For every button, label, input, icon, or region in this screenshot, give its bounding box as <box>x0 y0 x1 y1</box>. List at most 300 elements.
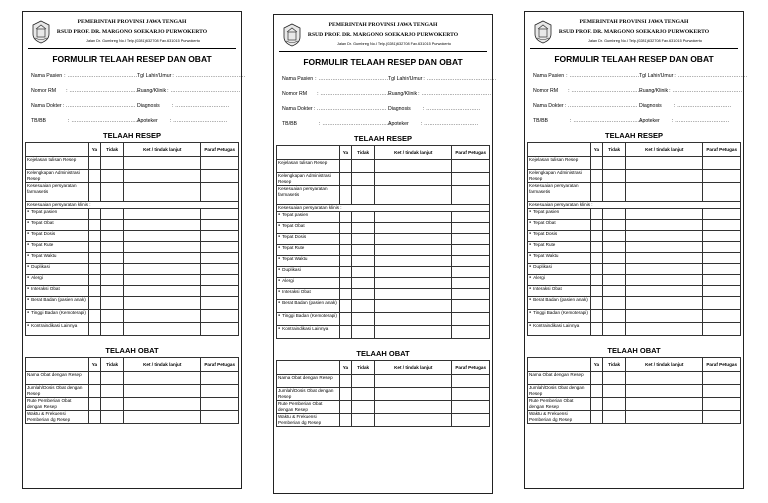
tidak-cell[interactable] <box>101 209 124 220</box>
ya-cell[interactable] <box>590 264 603 275</box>
paraf-cell[interactable] <box>201 411 239 424</box>
ruang-field[interactable]: ........................................ <box>421 90 492 97</box>
nomor-rm-field[interactable]: ........................................ <box>571 87 642 94</box>
ket-cell[interactable] <box>375 212 452 223</box>
separator: : <box>167 87 169 94</box>
ket-cell[interactable] <box>375 223 452 234</box>
table-header-row <box>277 361 490 375</box>
klinis-label-row <box>277 205 490 212</box>
tidak-cell[interactable] <box>603 253 626 264</box>
paraf-cell[interactable] <box>201 183 239 202</box>
ya-cell[interactable] <box>590 253 603 264</box>
paraf-cell[interactable] <box>201 275 239 286</box>
paraf-cell[interactable] <box>703 398 741 411</box>
nomor-rm-field[interactable]: ........................................ <box>320 90 391 97</box>
tidak-cell[interactable] <box>352 414 375 427</box>
ket-cell[interactable] <box>626 275 703 286</box>
tgl-lahir-field[interactable]: ........................................ <box>175 72 246 79</box>
ya-cell[interactable] <box>339 223 352 234</box>
row-label: Kesesuaian persyaratan farmasetis <box>26 183 89 202</box>
diagnosis-field[interactable]: ............................... <box>677 102 732 109</box>
paraf-cell[interactable] <box>703 220 741 231</box>
ket-cell[interactable] <box>375 234 452 245</box>
table-row <box>528 209 741 220</box>
ruang-field[interactable]: ........................................ <box>170 87 241 94</box>
paraf-cell[interactable] <box>703 231 741 242</box>
tinggi-badan-label: ● Tinggi Badan (Kemoterapi) <box>277 313 340 326</box>
ya-cell[interactable] <box>590 398 603 411</box>
col-header-ya: Ya <box>88 358 101 372</box>
col-header-tidak: Tidak <box>352 361 375 375</box>
ket-cell[interactable] <box>375 160 452 173</box>
ya-cell[interactable] <box>590 170 603 183</box>
table-header-row <box>528 358 741 372</box>
ket-cell[interactable] <box>626 220 703 231</box>
ket-cell[interactable] <box>124 157 201 170</box>
paraf-cell[interactable] <box>201 398 239 411</box>
table-row <box>277 278 490 289</box>
ket-cell[interactable] <box>626 411 703 424</box>
tidak-cell[interactable] <box>101 170 124 183</box>
paraf-cell[interactable] <box>201 264 239 275</box>
paraf-cell[interactable] <box>703 183 741 202</box>
tidak-cell[interactable] <box>101 220 124 231</box>
ket-cell[interactable] <box>124 183 201 202</box>
hospital-address: Jalan Dr. Gumbreg No.I Telp.(0281)632708 Fax.631015 Purwokerto <box>588 39 702 43</box>
ya-cell[interactable] <box>590 157 603 170</box>
paraf-cell[interactable] <box>452 256 490 267</box>
ket-cell[interactable] <box>124 220 201 231</box>
nomor-rm-field[interactable]: ........................................ <box>69 87 140 94</box>
tidak-cell[interactable] <box>352 388 375 401</box>
ket-cell[interactable] <box>626 372 703 385</box>
table-row <box>26 385 239 398</box>
paraf-cell[interactable] <box>201 310 239 323</box>
paraf-cell[interactable] <box>452 245 490 256</box>
ket-cell[interactable] <box>124 297 201 310</box>
paraf-cell[interactable] <box>201 209 239 220</box>
ket-cell[interactable] <box>124 275 201 286</box>
tidak-cell[interactable] <box>101 411 124 424</box>
ket-cell[interactable] <box>626 264 703 275</box>
tidak-cell[interactable] <box>101 398 124 411</box>
form-sheet-1 <box>22 11 246 489</box>
col-header-tidak: Tidak <box>603 358 626 372</box>
col-header-tidak: Tidak <box>101 143 124 157</box>
apoteker-field[interactable]: ............................... <box>424 120 479 127</box>
ya-cell[interactable] <box>590 286 603 297</box>
separator: : <box>422 105 425 112</box>
ya-cell[interactable] <box>88 231 101 242</box>
ya-cell[interactable] <box>590 183 603 202</box>
tb-bb-label: TB/BB <box>533 117 548 124</box>
paraf-cell[interactable] <box>703 310 741 323</box>
ya-cell[interactable] <box>339 245 352 256</box>
paraf-cell[interactable] <box>452 401 490 414</box>
table-row <box>277 256 490 267</box>
telaah-obat-table <box>276 360 490 427</box>
ya-cell[interactable] <box>88 264 101 275</box>
paraf-cell[interactable] <box>201 157 239 170</box>
ket-cell[interactable] <box>375 256 452 267</box>
ket-cell[interactable] <box>124 242 201 253</box>
nama-pasien-field[interactable]: ........................................ <box>67 72 138 79</box>
ket-cell[interactable] <box>124 310 201 323</box>
ya-cell[interactable] <box>590 310 603 323</box>
row-label: Rute Pemberian Obat dengan Resep <box>528 398 591 411</box>
table-row <box>277 300 490 313</box>
col-header-tidak: Tidak <box>352 146 375 160</box>
paraf-cell[interactable] <box>452 267 490 278</box>
tidak-cell[interactable] <box>352 300 375 313</box>
paraf-cell[interactable] <box>703 385 741 398</box>
table-row <box>528 297 741 310</box>
tidak-cell[interactable] <box>352 160 375 173</box>
paraf-cell[interactable] <box>201 323 239 336</box>
ket-cell[interactable] <box>375 267 452 278</box>
col-header-ya: Ya <box>590 143 603 157</box>
ket-cell[interactable] <box>375 401 452 414</box>
tidak-cell[interactable] <box>101 310 124 323</box>
tidak-cell[interactable] <box>603 264 626 275</box>
apoteker-field[interactable]: ............................... <box>675 117 730 124</box>
paraf-cell[interactable] <box>703 286 741 297</box>
tidak-cell[interactable] <box>603 398 626 411</box>
tidak-cell[interactable] <box>352 326 375 339</box>
paraf-cell[interactable] <box>703 297 741 310</box>
tidak-cell[interactable] <box>603 372 626 385</box>
tidak-cell[interactable] <box>603 385 626 398</box>
ket-cell[interactable] <box>375 186 452 205</box>
tidak-cell[interactable] <box>352 234 375 245</box>
ya-cell[interactable] <box>88 398 101 411</box>
ya-cell[interactable] <box>339 160 352 173</box>
nama-dokter-field[interactable]: ........................................ <box>317 105 387 112</box>
table-row <box>26 275 239 286</box>
ket-cell[interactable] <box>124 264 201 275</box>
ket-cell[interactable] <box>124 372 201 385</box>
telaah-obat-title: TELAAH OBAT <box>356 349 410 358</box>
ya-cell[interactable] <box>88 170 101 183</box>
ya-cell[interactable] <box>88 323 101 336</box>
ket-cell[interactable] <box>124 253 201 264</box>
tidak-cell[interactable] <box>101 264 124 275</box>
tidak-cell[interactable] <box>352 256 375 267</box>
nama-pasien-label: Nama Pasien <box>533 72 565 79</box>
ya-cell[interactable] <box>339 212 352 223</box>
ya-cell[interactable] <box>339 289 352 300</box>
tepat-waktu-label: ● Tepat Waktu <box>528 253 591 264</box>
hospital-address: Jalan Dr. Gumbreg No.I Telp.(0281)632708 Fax.631015 Purwokerto <box>337 42 451 46</box>
paraf-cell[interactable] <box>201 297 239 310</box>
col-header-ya: Ya <box>339 146 352 160</box>
tidak-cell[interactable] <box>603 323 626 336</box>
nama-pasien-field[interactable]: ........................................ <box>318 75 389 82</box>
ya-cell[interactable] <box>88 275 101 286</box>
paraf-cell[interactable] <box>452 289 490 300</box>
tidak-cell[interactable] <box>603 157 626 170</box>
paraf-cell[interactable] <box>703 372 741 385</box>
tidak-cell[interactable] <box>352 375 375 388</box>
ket-cell[interactable] <box>375 375 452 388</box>
ket-cell[interactable] <box>626 253 703 264</box>
ket-cell[interactable] <box>626 209 703 220</box>
tidak-cell[interactable] <box>101 275 124 286</box>
tidak-cell[interactable] <box>352 289 375 300</box>
tb-bb-field[interactable]: ........................................ <box>71 117 142 124</box>
tidak-cell[interactable] <box>101 286 124 297</box>
tinggi-badan-label: ● Tinggi Badan (Kemoterapi) <box>528 310 591 323</box>
paraf-cell[interactable] <box>201 170 239 183</box>
ya-cell[interactable] <box>590 275 603 286</box>
col-header-item <box>277 361 340 375</box>
ket-cell[interactable] <box>626 286 703 297</box>
apoteker-label: Apoteker <box>137 117 158 124</box>
ya-cell[interactable] <box>88 385 101 398</box>
ya-cell[interactable] <box>590 209 603 220</box>
ya-cell[interactable] <box>88 242 101 253</box>
tidak-cell[interactable] <box>352 267 375 278</box>
ya-cell[interactable] <box>339 173 352 186</box>
ya-cell[interactable] <box>339 414 352 427</box>
nama-dokter-field[interactable]: ........................................ <box>66 102 136 109</box>
ya-cell[interactable] <box>88 220 101 231</box>
ya-cell[interactable] <box>88 157 101 170</box>
tidak-cell[interactable] <box>352 212 375 223</box>
table-row <box>277 212 490 223</box>
tidak-cell[interactable] <box>352 245 375 256</box>
tepat-pasien-label: ● Tepat pasien <box>26 209 89 220</box>
tidak-cell[interactable] <box>352 401 375 414</box>
ket-cell[interactable] <box>375 173 452 186</box>
paraf-cell[interactable] <box>703 157 741 170</box>
ket-cell[interactable] <box>375 245 452 256</box>
ya-cell[interactable] <box>590 372 603 385</box>
ya-cell[interactable] <box>339 375 352 388</box>
tidak-cell[interactable] <box>101 323 124 336</box>
ket-cell[interactable] <box>375 278 452 289</box>
ket-cell[interactable] <box>124 411 201 424</box>
telaah-obat-table <box>25 357 239 424</box>
tidak-cell[interactable] <box>603 183 626 202</box>
ya-cell[interactable] <box>339 388 352 401</box>
ket-cell[interactable] <box>124 398 201 411</box>
ya-cell[interactable] <box>88 372 101 385</box>
ruang-field[interactable]: ........................................ <box>672 87 743 94</box>
ket-cell[interactable] <box>626 297 703 310</box>
paraf-cell[interactable] <box>703 323 741 336</box>
field-row-1 <box>274 71 497 86</box>
ket-cell[interactable] <box>124 209 201 220</box>
ya-cell[interactable] <box>339 278 352 289</box>
col-header-item <box>528 143 591 157</box>
paraf-cell[interactable] <box>201 242 239 253</box>
ket-cell[interactable] <box>626 157 703 170</box>
ket-cell[interactable] <box>375 326 452 339</box>
separator: : <box>673 102 676 109</box>
nama-pasien-field[interactable]: ........................................ <box>569 72 640 79</box>
paraf-cell[interactable] <box>703 264 741 275</box>
paraf-cell[interactable] <box>201 253 239 264</box>
ya-cell[interactable] <box>88 297 101 310</box>
paraf-cell[interactable] <box>452 223 490 234</box>
letterhead-rule <box>28 48 236 49</box>
ya-cell[interactable] <box>88 411 101 424</box>
ket-cell[interactable] <box>124 231 201 242</box>
ya-cell[interactable] <box>339 313 352 326</box>
col-header-tidak: Tidak <box>101 358 124 372</box>
ket-cell[interactable] <box>626 385 703 398</box>
ket-cell[interactable] <box>375 289 452 300</box>
tidak-cell[interactable] <box>352 278 375 289</box>
tgl-lahir-field[interactable]: ........................................ <box>677 72 748 79</box>
ya-cell[interactable] <box>88 310 101 323</box>
table-row <box>26 253 239 264</box>
tidak-cell[interactable] <box>101 385 124 398</box>
paraf-cell[interactable] <box>452 388 490 401</box>
duplikasi-label: ● Duplikasi <box>528 264 591 275</box>
ya-cell[interactable] <box>590 385 603 398</box>
ya-cell[interactable] <box>339 326 352 339</box>
ya-cell[interactable] <box>590 323 603 336</box>
tidak-cell[interactable] <box>603 411 626 424</box>
ket-cell[interactable] <box>124 385 201 398</box>
ya-cell[interactable] <box>590 220 603 231</box>
tidak-cell[interactable] <box>352 173 375 186</box>
paraf-cell[interactable] <box>452 326 490 339</box>
tidak-cell[interactable] <box>352 223 375 234</box>
ket-cell[interactable] <box>375 414 452 427</box>
tidak-cell[interactable] <box>101 253 124 264</box>
row-label: Waktu & Frekuensi Pemberian dg Resep <box>26 411 89 424</box>
tb-bb-field[interactable]: ........................................ <box>573 117 644 124</box>
tidak-cell[interactable] <box>603 275 626 286</box>
tidak-cell[interactable] <box>603 297 626 310</box>
tgl-lahir-field[interactable]: ........................................ <box>426 75 497 82</box>
table-header-row <box>528 143 741 157</box>
ket-cell[interactable] <box>375 313 452 326</box>
paraf-cell[interactable] <box>703 275 741 286</box>
ket-cell[interactable] <box>626 183 703 202</box>
letterhead-rule <box>530 48 738 49</box>
tidak-cell[interactable] <box>101 157 124 170</box>
ya-cell[interactable] <box>339 186 352 205</box>
tidak-cell[interactable] <box>603 231 626 242</box>
tidak-cell[interactable] <box>603 286 626 297</box>
row-label: Jumlah/Dosis Obat dengan Resep <box>26 385 89 398</box>
tidak-cell[interactable] <box>603 170 626 183</box>
nama-dokter-field[interactable]: ........................................ <box>568 102 638 109</box>
ket-cell[interactable] <box>375 300 452 313</box>
ket-cell[interactable] <box>124 323 201 336</box>
separator: : <box>172 72 174 79</box>
paraf-cell[interactable] <box>452 300 490 313</box>
ya-cell[interactable] <box>88 253 101 264</box>
ya-cell[interactable] <box>339 234 352 245</box>
paraf-cell[interactable] <box>452 313 490 326</box>
paraf-cell[interactable] <box>201 385 239 398</box>
ya-cell[interactable] <box>88 183 101 202</box>
ket-cell[interactable] <box>626 323 703 336</box>
ket-cell[interactable] <box>626 242 703 253</box>
ya-cell[interactable] <box>590 242 603 253</box>
separator: : <box>171 102 174 109</box>
tepat-dosis-label: ● Tepat Dosis <box>277 234 340 245</box>
diagnosis-field[interactable]: ............................... <box>426 105 481 112</box>
ket-cell[interactable] <box>626 170 703 183</box>
form-title: FORMULIR TELAAH RESEP DAN OBAT <box>554 54 714 64</box>
tidak-cell[interactable] <box>603 209 626 220</box>
tidak-cell[interactable] <box>352 313 375 326</box>
apoteker-field[interactable]: ............................... <box>173 117 228 124</box>
ya-cell[interactable] <box>88 286 101 297</box>
row-label: Rute Pemberian Obat dengan Resep <box>26 398 89 411</box>
nama-dokter-label: Nama Dokter <box>31 102 62 109</box>
paraf-cell[interactable] <box>703 209 741 220</box>
ya-cell[interactable] <box>339 401 352 414</box>
paraf-cell[interactable] <box>201 372 239 385</box>
ket-cell[interactable] <box>626 310 703 323</box>
table-row <box>26 297 239 310</box>
table-row <box>26 170 239 183</box>
ya-cell[interactable] <box>88 209 101 220</box>
form-sheet-3 <box>524 11 748 489</box>
paraf-cell[interactable] <box>703 170 741 183</box>
table-row <box>528 385 741 398</box>
tidak-cell[interactable] <box>101 231 124 242</box>
paraf-cell[interactable] <box>452 212 490 223</box>
paraf-cell[interactable] <box>452 160 490 173</box>
diagnosis-label: Diagnosis <box>639 102 662 109</box>
paraf-cell[interactable] <box>703 411 741 424</box>
tb-bb-field[interactable]: ........................................ <box>322 120 393 127</box>
nama-dokter-label: Nama Dokter <box>282 105 313 112</box>
tidak-cell[interactable] <box>603 310 626 323</box>
paraf-cell[interactable] <box>452 375 490 388</box>
paraf-cell[interactable] <box>452 173 490 186</box>
ya-cell[interactable] <box>339 300 352 313</box>
paraf-cell[interactable] <box>201 286 239 297</box>
ya-cell[interactable] <box>339 256 352 267</box>
ya-cell[interactable] <box>590 297 603 310</box>
tidak-cell[interactable] <box>101 242 124 253</box>
ket-cell[interactable] <box>124 170 201 183</box>
paraf-cell[interactable] <box>703 253 741 264</box>
ket-cell[interactable] <box>375 388 452 401</box>
tidak-cell[interactable] <box>603 220 626 231</box>
diagnosis-field[interactable]: ............................... <box>175 102 230 109</box>
paraf-cell[interactable] <box>703 242 741 253</box>
tidak-cell[interactable] <box>101 183 124 202</box>
ya-cell[interactable] <box>339 267 352 278</box>
paraf-cell[interactable] <box>452 234 490 245</box>
ket-cell[interactable] <box>626 398 703 411</box>
ya-cell[interactable] <box>590 231 603 242</box>
ket-cell[interactable] <box>124 286 201 297</box>
tidak-cell[interactable] <box>603 242 626 253</box>
telaah-resep-title: TELAAH RESEP <box>605 131 663 140</box>
paraf-cell[interactable] <box>201 220 239 231</box>
tidak-cell[interactable] <box>352 186 375 205</box>
paraf-cell[interactable] <box>452 278 490 289</box>
tidak-cell[interactable] <box>101 297 124 310</box>
paraf-cell[interactable] <box>452 414 490 427</box>
tidak-cell[interactable] <box>101 372 124 385</box>
ket-cell[interactable] <box>626 231 703 242</box>
ya-cell[interactable] <box>590 411 603 424</box>
paraf-cell[interactable] <box>201 231 239 242</box>
paraf-cell[interactable] <box>452 186 490 205</box>
